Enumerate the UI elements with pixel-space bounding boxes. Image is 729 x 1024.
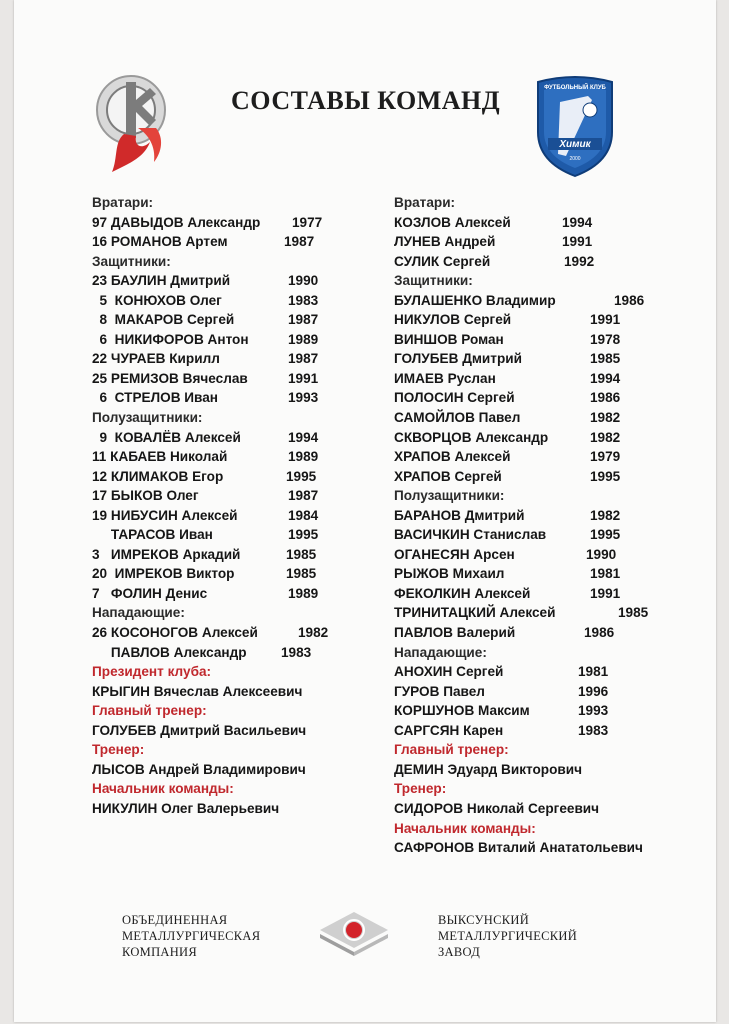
- player-row: [394, 701, 724, 721]
- birth-year: 1989: [288, 449, 319, 465]
- birth-year: 1987: [284, 234, 315, 250]
- birth-year: 1985: [618, 605, 649, 621]
- player-row: [92, 291, 382, 311]
- footer-left-line: КОМПАНИЯ: [122, 945, 198, 959]
- name-text: КРЫГИН Вячеслав Алексеевич: [92, 683, 303, 699]
- name-text: ИМАЕВ Руслан: [394, 370, 496, 386]
- birth-year: 1995: [288, 527, 319, 543]
- birth-year: 1986: [590, 390, 621, 406]
- player-row: [92, 330, 382, 350]
- omk-logo: [316, 908, 392, 958]
- heading-text: Начальник команды:: [394, 820, 536, 836]
- heading-text: Защитники:: [92, 253, 171, 269]
- name-text: ГОЛУБЕВ Дмитрий: [394, 351, 522, 367]
- player-row: [394, 721, 724, 741]
- birth-year: 1991: [562, 234, 593, 250]
- birth-year: 1978: [590, 331, 621, 347]
- player-row: [92, 467, 382, 487]
- player-row: [92, 271, 382, 291]
- player-row: [394, 310, 724, 330]
- footer-right-company: [438, 912, 577, 960]
- heading-text: Президент клуба:: [92, 664, 212, 680]
- name-text: САМОЙЛОВ Павел: [394, 410, 521, 426]
- birth-year: 1977: [292, 214, 323, 230]
- name-text: 19 НИБУСИН Алексей: [92, 507, 238, 523]
- name-text: ХРАПОВ Сергей: [394, 468, 502, 484]
- name-text: САРГСЯН Карен: [394, 722, 504, 738]
- player-row: [394, 564, 724, 584]
- heading-text: Начальник команды:: [92, 781, 234, 797]
- section-heading: [394, 486, 724, 506]
- name-text: САФРОНОВ Виталий Анататольевич: [394, 840, 643, 856]
- player-row: [394, 291, 724, 311]
- right-logo-top-text: ФУТБОЛЬНЫЙ КЛУБ: [544, 85, 606, 91]
- name-text: ВАСИЧКИН Станислав: [394, 527, 547, 543]
- birth-year: 1991: [590, 585, 621, 601]
- name-text: ВИНШОВ Роман: [394, 331, 504, 347]
- name-text: НИКУЛИН Олег Валерьевич: [92, 800, 280, 816]
- name-text: ТРИНИТАЦКИЙ Алексей: [394, 605, 556, 621]
- right-logo-name: Химик: [559, 139, 591, 150]
- name-text: ЛЫСОВ Андрей Владимирович: [92, 761, 306, 777]
- player-row: [92, 506, 382, 526]
- staff-role-heading: [92, 779, 382, 799]
- name-text: СКВОРЦОВ Александр: [394, 429, 549, 445]
- birth-year: 1982: [590, 507, 621, 523]
- birth-year: 1986: [614, 292, 645, 308]
- player-row: [394, 584, 724, 604]
- staff-name: [394, 799, 724, 819]
- name-text: КОЗЛОВ Алексей: [394, 214, 511, 230]
- name-text: ПАВЛОВ Александр: [92, 644, 247, 660]
- footer-left-line: МЕТАЛЛУРГИЧЕСКАЯ: [122, 929, 261, 943]
- name-text: АНОХИН Сергей: [394, 664, 504, 680]
- birth-year: 1983: [288, 292, 319, 308]
- player-row: [394, 232, 724, 252]
- birth-year: 1979: [590, 449, 621, 465]
- staff-role-heading: [92, 701, 382, 721]
- section-heading: [92, 408, 382, 428]
- name-text: РЫЖОВ Михаил: [394, 566, 505, 582]
- player-row: [92, 545, 382, 565]
- name-text: 22 ЧУРАЕВ Кирилл: [92, 351, 220, 367]
- section-heading: [92, 603, 382, 623]
- name-text: 5 КОНЮХОВ Олег: [92, 292, 222, 308]
- birth-year: 1993: [288, 390, 319, 406]
- right-club-logo: [530, 74, 620, 178]
- player-row: [394, 369, 724, 389]
- name-text: 12 КЛИМАКОВ Егор: [92, 468, 224, 484]
- birth-year: 1995: [590, 527, 621, 543]
- name-text: ЛУНЕВ Андрей: [394, 234, 496, 250]
- name-text: ПАВЛОВ Валерий: [394, 625, 516, 641]
- heading-text: Полузащитники:: [394, 488, 505, 504]
- player-row: [394, 213, 724, 233]
- section-heading: [394, 271, 724, 291]
- section-heading: [394, 193, 724, 213]
- program-page: [14, 0, 716, 1022]
- birth-year: 1992: [564, 253, 595, 269]
- name-text: СУЛИК Сергей: [394, 253, 491, 269]
- name-text: ФЕКОЛКИН Алексей: [394, 585, 531, 601]
- player-row: [394, 623, 724, 643]
- name-text: 23 БАУЛИН Дмитрий: [92, 273, 231, 289]
- player-row: [394, 447, 724, 467]
- birth-year: 1981: [590, 566, 621, 582]
- birth-year: 1991: [288, 370, 319, 386]
- left-club-logo: [84, 72, 178, 176]
- name-text: 97 ДАВЫДОВ Александр: [92, 214, 261, 230]
- footer-right-line: ЗАВОД: [438, 945, 481, 959]
- player-row: [394, 467, 724, 487]
- name-text: ХРАПОВ Алексей: [394, 449, 511, 465]
- name-text: БАРАНОВ Дмитрий: [394, 507, 525, 523]
- birth-year: 1994: [288, 429, 319, 445]
- staff-name: [92, 799, 382, 819]
- birth-year: 1995: [590, 468, 621, 484]
- name-text: 11 КАБАЕВ Николай: [92, 449, 228, 465]
- birth-year: 1983: [281, 644, 312, 660]
- footer-right-line: ВЫКСУНСКИЙ: [438, 913, 530, 927]
- birth-year: 1987: [288, 488, 319, 504]
- name-text: 16 РОМАНОВ Артем: [92, 234, 228, 250]
- name-text: 7 ФОЛИН Денис: [92, 585, 208, 601]
- section-heading: [92, 252, 382, 272]
- birth-year: 1994: [562, 214, 593, 230]
- left-team-roster: [92, 193, 382, 819]
- right-team-roster: [394, 193, 724, 858]
- name-text: 25 РЕМИЗОВ Вячеслав: [92, 370, 248, 386]
- footer-left-line: ОБЪЕДИНЕННАЯ: [122, 913, 228, 927]
- name-text: БУЛАШЕНКО Владимир: [394, 292, 556, 308]
- birth-year: 1986: [584, 625, 615, 641]
- name-text: ГОЛУБЕВ Дмитрий Васильевич: [92, 722, 307, 738]
- player-row: [394, 682, 724, 702]
- player-row: [394, 388, 724, 408]
- footer-left-company: [122, 912, 260, 960]
- section-heading: [394, 643, 724, 663]
- birth-year: 1983: [578, 722, 609, 738]
- player-row: [92, 564, 382, 584]
- player-row: [92, 388, 382, 408]
- name-text: НИКУЛОВ Сергей: [394, 312, 512, 328]
- footer-right-line: МЕТАЛЛУРГИЧЕСКИЙ: [438, 929, 578, 943]
- staff-role-heading: [92, 740, 382, 760]
- staff-role-heading: [394, 779, 724, 799]
- heading-text: Главный тренер:: [92, 703, 207, 719]
- name-text: 17 БЫКОВ Олег: [92, 488, 199, 504]
- player-row: [92, 623, 382, 643]
- player-row: [394, 662, 724, 682]
- heading-text: Вратари:: [92, 195, 154, 210]
- name-text: СИДОРОВ Николай Сергеевич: [394, 800, 600, 816]
- staff-name: [92, 760, 382, 780]
- birth-year: 1989: [288, 331, 319, 347]
- name-text: 6 НИКИФОРОВ Антон: [92, 331, 249, 347]
- player-row: [394, 252, 724, 272]
- player-row: [394, 349, 724, 369]
- player-row: [92, 310, 382, 330]
- name-text: ОГАНЕСЯН Арсен: [394, 546, 515, 562]
- name-text: ГУРОВ Павел: [394, 683, 485, 699]
- name-text: 20 ИМРЕКОВ Виктор: [92, 566, 235, 582]
- birth-year: 1984: [288, 507, 319, 523]
- heading-text: Главный тренер:: [394, 742, 509, 758]
- player-row: [394, 603, 724, 623]
- player-row: [92, 447, 382, 467]
- birth-year: 1991: [590, 312, 621, 328]
- player-row: [92, 486, 382, 506]
- staff-role-heading: [394, 819, 724, 839]
- player-row: [92, 213, 382, 233]
- name-text: ТАРАСОВ Иван: [92, 527, 213, 543]
- staff-name: [394, 760, 724, 780]
- name-text: 26 КОСОНОГОВ Алексей: [92, 625, 258, 641]
- section-heading: [92, 193, 382, 213]
- heading-text: Тренер:: [394, 781, 447, 797]
- birth-year: 1987: [288, 351, 319, 367]
- player-row: [92, 525, 382, 545]
- staff-name: [92, 721, 382, 741]
- heading-text: Нападающие:: [92, 605, 185, 621]
- birth-year: 1985: [590, 351, 621, 367]
- player-row: [92, 369, 382, 389]
- heading-text: Нападающие:: [394, 644, 487, 660]
- heading-text: Полузащитники:: [92, 410, 203, 426]
- birth-year: 1985: [286, 566, 317, 582]
- birth-year: 1982: [590, 429, 621, 445]
- birth-year: 1985: [286, 546, 317, 562]
- player-row: [394, 330, 724, 350]
- name-text: 6 СТРЕЛОВ Иван: [92, 390, 219, 406]
- birth-year: 1990: [288, 273, 319, 289]
- player-row: [92, 232, 382, 252]
- player-row: [92, 643, 382, 663]
- player-row: [394, 525, 724, 545]
- staff-name: [92, 682, 382, 702]
- name-text: 9 КОВАЛЁВ Алексей: [92, 429, 241, 445]
- staff-role-heading: [92, 662, 382, 682]
- right-logo-year: 2000: [569, 156, 581, 162]
- name-text: ДЕМИН Эдуард Викторович: [394, 761, 583, 777]
- heading-text: Вратари:: [394, 195, 456, 210]
- birth-year: 1990: [586, 546, 617, 562]
- player-row: [394, 428, 724, 448]
- heading-text: Тренер:: [92, 742, 145, 758]
- staff-role-heading: [394, 740, 724, 760]
- birth-year: 1994: [590, 370, 621, 386]
- name-text: 3 ИМРЕКОВ Аркадий: [92, 546, 241, 562]
- staff-name: [394, 838, 724, 858]
- player-row: [92, 349, 382, 369]
- birth-year: 1995: [286, 468, 317, 484]
- player-row: [92, 428, 382, 448]
- page-title: СОСТАВЫ КОМАНД: [231, 86, 501, 115]
- birth-year: 1996: [578, 683, 609, 699]
- player-row: [92, 584, 382, 604]
- birth-year: 1989: [288, 585, 319, 601]
- name-text: ПОЛОСИН Сергей: [394, 390, 515, 406]
- name-text: КОРШУНОВ Максим: [394, 703, 530, 719]
- birth-year: 1981: [578, 664, 609, 680]
- birth-year: 1993: [578, 703, 609, 719]
- player-row: [394, 545, 724, 565]
- player-row: [394, 408, 724, 428]
- player-row: [394, 506, 724, 526]
- birth-year: 1982: [590, 410, 621, 426]
- birth-year: 1982: [298, 625, 329, 641]
- name-text: 8 МАКАРОВ Сергей: [92, 312, 235, 328]
- birth-year: 1987: [288, 312, 319, 328]
- heading-text: Защитники:: [394, 273, 473, 289]
